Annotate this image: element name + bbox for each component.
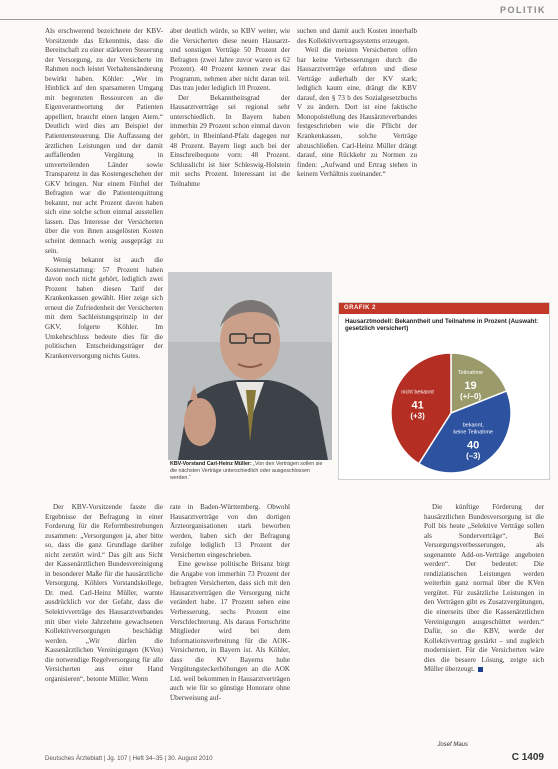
- author-name: Josef Maus: [437, 742, 468, 748]
- column-4-bottom: [424, 503, 544, 675]
- slice-value: 40: [467, 439, 480, 452]
- chart-panel: [338, 302, 550, 480]
- paragraph: Der KBV-Vorsitzende fasste die Ergebnisse der Befragung in einer Forderung für die Reformbestrebungen zusammen: „Versorgungen ja, aber bitte so, dass die ganz Grundlage darüber nicht zerstört wird.“ Das gilt aus Sicht der Kassenärztlichen Bundesvereinigung in besonderer Maße für die hausärztliche Versorgung. Köhlers Vorstandskollege, Dr. med. Carl-Heinz Müller, warnte ausdrücklich vor der Gefahr, dass die Selektivverträge des Hausarztverbandes mit über viele Jahrzehnte gewachsenen Kollektivversorgungen beschädigt werden. „Wir dürfen die Kassenärztlichen Vereinigungen (KVen) die notwendige Regelversorgung für alle Versicherten aus einer Hand organisieren“, betonte Müller. Wenn: [45, 503, 163, 683]
- caption-bold: KBV-Vorstand Carl-Heinz Müller:: [170, 461, 252, 467]
- page-footer: [0, 752, 558, 769]
- caption-text: „Von den Verträgen sollen sie die nächsten Verträge unterschiedlich oder ausgeschlossen werden.“: [170, 461, 323, 481]
- portrait-photo: [168, 272, 332, 460]
- section-label: POLITIK: [500, 5, 546, 15]
- portrait-illustration: [168, 272, 332, 460]
- column-3-top: [297, 27, 417, 180]
- slice-label: bekannt,: [462, 422, 484, 429]
- header-rule: [0, 19, 558, 20]
- paragraph: Eine gewisse politische Brisanz birgt die Angabe von immerhin 73 Prozent der befragten Versicherten, dass sich mit den Hausarztverträgen die Versorgung nicht verändert habe. 17 Prozent sehen eine Verbesserung, sechs Prozent eine Verschlechterung. Als daraus Fortschritte Mitglieder wird bei dem Informationsverbreitung für die AOK-Versicherten, in Bayern ist. Als Köhler, dass die KV Bayerns hohe Vergütungsteckerhöhungen an die AOK Ltd. weil bekommen in Hausarztverträgen auch wie für so günstige Honorare ohne Überweisung auf-: [170, 560, 290, 702]
- paragraph: [424, 503, 544, 675]
- paragraph: suchen und damit auch Kosten innerhalb des Kollektivvertragssystems erzeugen.: [297, 27, 417, 45]
- photo-caption: [170, 461, 330, 481]
- chart-title-text: Hausarztmodell: Bekanntheit und Teilnahme in Prozent (Auswahl: gesetzlich versichert): [345, 318, 539, 333]
- slice-label: nicht bekannt: [401, 389, 434, 396]
- paragraph: Als erschwerend bezeichnete der KBV-Vorsitzende das Erkenntnis, dass die Bereitschaft zu einer stärkeren Steuerung der Versorgung, zu der Versicherte im Rahmen noch leistet Verhaltensänderung bewirkt haben. Köhler: „Wer im Hinblick auf den sparsameren Umgang mit begrenzten Ressourcen an die Eigenverantwortung der Patienten appelliert, braucht einen langen Atem.“ Deutlich wird dies am Beispiel der Patientensteuerung. Die Auffassung der ärztlichen Leistungen und der damit auffallenden Vergütung in umverteilenden Länder sowie Transparenz in das Kostengeschehen der GKV bringen. Nur einem Fünftel der Befragten war die Patientenquittung bekannt, nur acht Prozent davon haben sich eine solche schon einmal ausstellen lassen. Das Interesse der Versicherten über die von ihnen ausgelösten Kosten scheint demnach wenig ausgeprägt zu sein.: [45, 27, 163, 255]
- paragraph: aber deutlich würde, so KBV weiter, wie die Versicherten diese neuen Hausarzt- und sonstigen Verträge 50 Prozent der Befragten (zwei Jahre zuvor waren es 62 Prozent). 40 Prozent kennen zwar das Programm, nehmen aber nicht daran teil. Das trau jeder lediglich 10 Prozent.: [170, 27, 290, 93]
- page-number: C 1409: [511, 752, 544, 763]
- slice-value: 19: [464, 380, 477, 393]
- slice-change: (+/–0): [459, 392, 482, 402]
- paragraph: Der Bekanntheitsgrad der Hausarztverträge sei regional sehr unterschiedlich. In Bayern haben immerhin 29 Prozent schon einmal davon gehört, in Rheinland-Pfalz dagegen nur 48 Prozent. Bayern liegt auch bei der Einschreibequote vorn: 48 Prozent. Schlusslicht ist hier Schleswig-Holstein mit sechs Prozent. Interessant ist die Teilnahme: [170, 93, 290, 188]
- slice-change: (–3): [466, 451, 481, 461]
- paragraph: Weil die meisten Versicherten offen bar keine Verbesserungen durch die Hausarztverträge erfahren und diese Verträge außerhalb der KV stark; lediglich kaum eine, drängt die KBV darauf, den § 73 b des Sozialgesetzbuchs V zu ändern. Dort ist eine faktische Monopolstellung des Hausärzteverbandes festgeschrieben wie die Pflicht der Krankenkassen, solche Verträge abzuschließen. Carl-Heinz Müller drängt darauf, eine Rückkehr zu Normen zu finden: „Aufwand und Ertrag stehen in keinem Verhältnis zueinander.“: [297, 46, 417, 179]
- column-1-top: [45, 27, 163, 361]
- slice-change: (+3): [410, 411, 425, 421]
- paragraph: rate in Baden-Württemberg. Obwohl Hausarztverträge von den dortigen Ärzteorganisationen stark beworben werden, haben sich der Befragung zufolge lediglich 13 Prozent der Versicherten eingeschrieben.: [170, 503, 290, 559]
- chart-label: GRAFIK 2: [344, 305, 377, 311]
- slice-label: keine Teilnahme: [453, 429, 494, 436]
- end-mark: [478, 667, 483, 672]
- paragraph-text: Die künftige Förderung der hausärztlichen Bundesversorgung ist die Poll bis heute „Selektive Verträge sollen als Sonderverträge“, Bei Versorgungsverbesserungen, als sogenannte Add-on-Verträge angeboten werden“. Der bedeutet: Die rendiziatischen Leistungen werden weiterhin ganz normal über die KVen vergütet. Für zusätzliche Leistungen in den Verträgen gibt es Zusatzvergütungen, die einerseits über die Kassenärztlichen Vereinigungen ausgeschüttet werden.“ Dafür, so die KBV, werde der Kollektivvertrag gestärkt – und zugleich modernisiert. Für die Versicherten wäre dies die bessere Lösung, zeigte sich Müller überzeugt.: [424, 503, 544, 674]
- slice-value: 41: [411, 399, 424, 412]
- column-2-bottom: [170, 503, 290, 703]
- slice-label: Teilnahme: [458, 370, 484, 377]
- pie-chart: [339, 303, 549, 479]
- column-2-top: [170, 27, 290, 189]
- footer-citation: Deutsches Ärzteblatt | Jg. 107 | Heft 34–35 | 30. August 2010: [45, 755, 213, 762]
- paragraph: Wenig bekannt ist auch die Kostenerstattung: 57 Prozent haben davon noch nicht gehört, lediglich zwei Prozent haben diesen Tarif der Krankenkassen gewählt. Hier zeige sich erneut die Zufriedenheit der Versicherten mit dem Sachleistungsprinzip in der GKV, folgerte Köhler. Im Umkehrschluss bedeute dies für die politischen Entscheidungsträger der Krankenversorgung nichts Gutes.: [45, 256, 163, 360]
- page-header: [0, 0, 558, 22]
- column-1-bottom: [45, 503, 163, 684]
